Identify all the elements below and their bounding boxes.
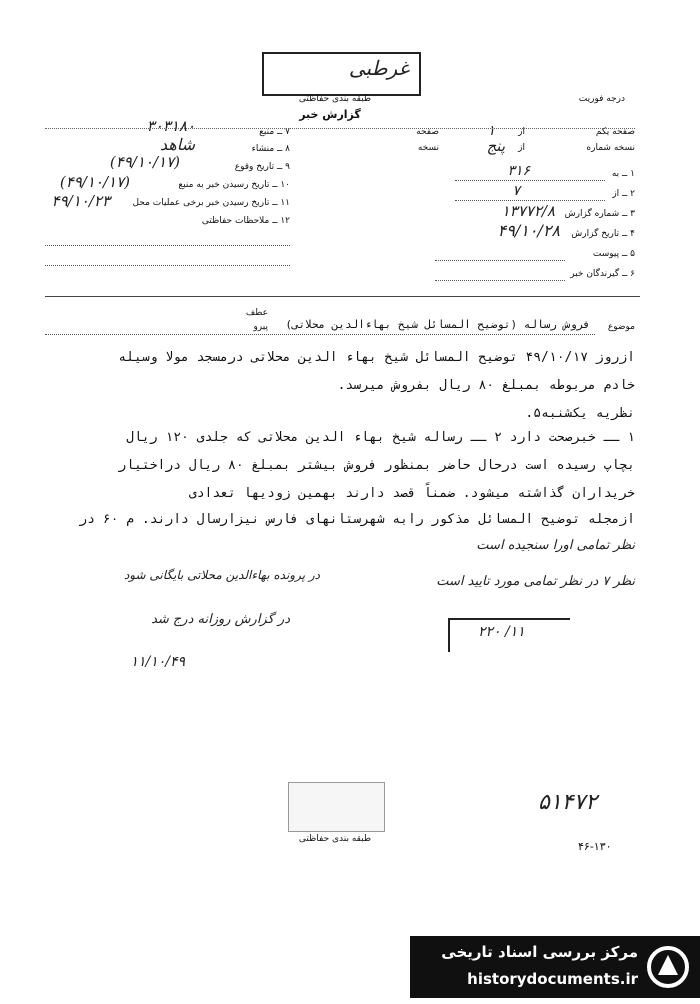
- opinion-line: خریداران گذاشته میشود. ضمناً قصد دارند بهمین زودیها تعدادی: [188, 486, 635, 501]
- field-copy-value: پنج: [486, 137, 505, 155]
- field-page-tail: صفحه: [416, 127, 439, 137]
- subject-text: فروش رساله (توضیح المسائل شیخ بهاءالدین محلاتی): [285, 318, 590, 331]
- field-from-label: ۲ ــ از: [612, 189, 635, 199]
- receipt-stamp-text: ۲۲۰ /۱۱: [478, 624, 525, 640]
- field-to-label: ۱ ــ به: [611, 169, 635, 179]
- top-classification-stamp: [262, 52, 421, 96]
- field-origin-value: شاهد: [159, 135, 195, 154]
- form-code: ۴۶-۱۳۰: [578, 840, 612, 853]
- field-copy-label: نسخه شماره: [586, 143, 635, 153]
- field-ops-date-label: ۱۱ ــ تاریخ رسیدن خبر برخی عملیات محل: [132, 198, 290, 208]
- handwritten-note: ۱۱/۱۰/۴۹: [130, 654, 185, 670]
- right-fields: [416, 123, 635, 279]
- subject-label: موضوع: [607, 322, 635, 332]
- field-report-no-value: ۱۳۷۷۲/۸: [501, 202, 555, 220]
- document-number: ۵۱۴۷۲: [538, 790, 598, 815]
- bottom-stamp-caption: طبقه بندی حفاظتی: [298, 834, 372, 844]
- field-source-value: ۳۰۳۱۸۰: [146, 117, 195, 135]
- top-stamp-caption: طبقه بندی حفاظتی: [298, 94, 372, 104]
- field-copy-mid: از: [518, 143, 525, 153]
- watermark-url: historydocuments.ir: [467, 970, 638, 988]
- separator-main: [45, 296, 640, 297]
- left-fields: [45, 117, 290, 267]
- archive-logo-icon: [646, 945, 690, 989]
- bottom-classification-stamp: [288, 782, 385, 832]
- subject-atf: عطف: [245, 308, 268, 318]
- field-report-no-label: ۳ ــ شماره گزارش: [564, 209, 635, 219]
- watermark-title: مرکز بررسی اسناد تاریخی: [441, 943, 638, 961]
- field-recipients-label: ۶ ــ گیرندگان خبر: [570, 269, 635, 279]
- report-title: گزارش خبر: [299, 108, 361, 121]
- field-origin-label: ۸ ــ منشاء: [251, 144, 290, 154]
- handwritten-note: نظر تمامی اورا سنجیده است: [476, 538, 635, 553]
- watermark-bar: [410, 936, 700, 998]
- opinion-line: بچاپ رسیده است درحال حاضر بمنظور فروش بیشتر بمبلغ ۸۰ ریال دراختیار: [118, 458, 635, 473]
- field-security-notes-label: ۱۲ ــ ملاحظات حفاظتی: [201, 216, 290, 226]
- field-event-date-label: ۹ ــ تاریخ وقوع: [234, 162, 290, 172]
- field-report-date-label: ۴ ــ تاریخ گزارش: [571, 229, 635, 239]
- handwritten-note: نظر ۷ در نظر تمامی مورد تایید است: [436, 574, 635, 589]
- body-line: خادم مربوطه بمبلغ ۸۰ ریال بفروش میرسد.: [337, 378, 635, 393]
- opinion-line: ازمجله توضیح المسائل مذکور رابه شهرستانهای فارس نیزارسال دارند. م ۶۰ در: [79, 512, 635, 527]
- field-source-label: ۷ ــ منبع: [259, 127, 290, 137]
- subject-peyro: پیرو: [253, 322, 268, 332]
- body-line: ازروز ۴۹/۱۰/۱۷ توضیح المسائل شیخ بهاء الدین محلاتی درمسجد مولا وسیله: [118, 350, 635, 365]
- field-report-date-value: ۴۹/۱۰/۲۸: [497, 221, 560, 240]
- handwritten-note: در گزارش روزانه درج شد: [151, 612, 290, 627]
- separator-top: [45, 128, 635, 129]
- field-event-date-value: (۴۹/۱۰/۱۷): [109, 153, 180, 171]
- handwritten-note: در پرونده بهاءالدین محلاتی بایگانی شود: [123, 568, 320, 582]
- body-line: نظریه یکشنبه۵.: [525, 406, 635, 421]
- field-arrival-date-value: (۴۹/۱۰/۱۷): [59, 173, 130, 191]
- field-ops-date-value: ۴۹/۱۰/۲۳: [51, 192, 110, 210]
- field-arrival-date-label: ۱۰ ــ تاریخ رسیدن خبر به منبع: [178, 180, 290, 190]
- priority-label: درجه فوریت: [578, 94, 625, 104]
- opinion-line: ۱ ــ خبرصحت دارد ۲ ــ رساله شیخ بهاء الدین محلاتی که جلدی ۱۲۰ ریال: [126, 430, 635, 445]
- field-to-value: ۳۱۶: [507, 163, 530, 179]
- top-stamp-handwriting: غرطبی: [348, 56, 409, 80]
- field-attachment-label: ۵ ــ پیوست: [592, 249, 635, 259]
- field-page-value: ۱: [487, 123, 495, 139]
- field-page-mid: از: [518, 127, 525, 137]
- receipt-stamp: [448, 618, 570, 652]
- field-copy-tail: نسخه: [417, 143, 439, 153]
- field-from-value: ۷: [512, 183, 520, 199]
- field-page-label: صفحه یکم: [595, 127, 635, 137]
